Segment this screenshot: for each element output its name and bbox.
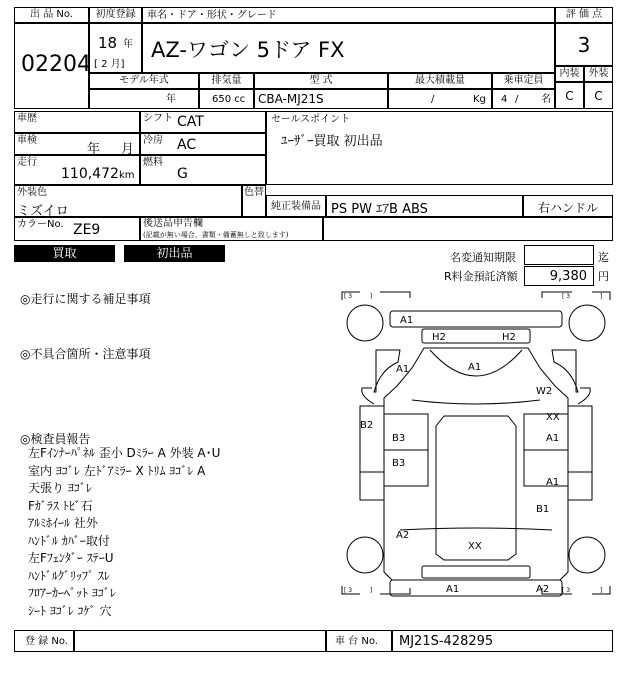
recolor-cell	[242, 185, 266, 217]
lot-label-cell	[14, 7, 89, 23]
model-year-value-cell	[89, 89, 199, 109]
driving-remarks-heading: ◎走行に関する補足事項	[20, 292, 151, 306]
history-cell	[14, 111, 140, 133]
first-reg-value-cell	[89, 23, 142, 73]
mark-front-h2-right: H2	[502, 332, 516, 343]
chassis-label: 車 台 No.	[335, 636, 378, 647]
type-value-cell	[254, 89, 388, 109]
color-no-value: ZE9	[73, 222, 101, 238]
capacity-slash: /	[515, 94, 519, 105]
handle-cell	[523, 195, 613, 217]
first-reg-label: 初度登録	[95, 9, 136, 20]
inspector-line: ﾊﾝﾄﾞﾙ ｶﾊﾞｰ取付	[28, 533, 110, 548]
capacity-label: 乗車定員	[503, 75, 544, 86]
model-year-unit: 年	[166, 94, 176, 105]
corner-bl-close: ]	[370, 587, 373, 594]
score-label: 評 価 点	[565, 9, 603, 20]
corner-tr-close: ]	[600, 293, 603, 300]
equipment-label: 純正装備品	[271, 201, 321, 212]
mark-roof-rear: XX	[468, 541, 482, 552]
handle-value: 右ハンドル	[538, 201, 599, 215]
interior-label: 内装	[559, 68, 580, 79]
ac-cell	[140, 133, 266, 155]
name-change-value-box	[524, 245, 594, 265]
capacity-label-cell	[492, 73, 555, 89]
corner-br-close: ]	[600, 587, 603, 594]
type-label-cell	[254, 73, 388, 89]
aftermarket-value-cell	[323, 217, 613, 241]
max-load-slash: /	[431, 94, 435, 105]
mark-left-rear-door: B3	[392, 458, 406, 469]
inspector-line: 左Fｲﾝﾅｰﾊﾟﾈﾙ 歪小 Dﾐﾗｰ A 外装 A･U	[28, 446, 221, 460]
history-label: 車歴	[17, 113, 37, 124]
fuel-cell	[140, 155, 266, 185]
exterior-grade-cell	[584, 82, 613, 109]
aftermarket-label: 後送品申告欄	[143, 218, 203, 229]
sales-point-label: セールスポイント	[271, 114, 351, 125]
recycle-label: R料金預託済額	[444, 270, 518, 283]
car-diagram	[340, 290, 612, 624]
inspector-line: Fｶﾞﾗｽ ﾄﾋﾞ石	[28, 498, 93, 513]
mark-hood: A1	[468, 362, 482, 373]
score-value: 3	[577, 33, 591, 57]
first-reg-year: 18	[98, 34, 118, 52]
mark-left-front-door: B3	[392, 433, 406, 444]
name-label: 車名・ドア・形状・グレード	[147, 10, 277, 21]
tag-kaitori-label: 買取	[52, 246, 77, 260]
inspector-line: 天張り ﾖｺﾞﾚ	[28, 481, 92, 495]
mark-right-fender: W2	[536, 386, 553, 397]
corner-tl-close: ]	[370, 293, 373, 300]
mileage-unit: km	[119, 170, 135, 181]
interior-grade-cell	[555, 82, 584, 109]
ac-label: 冷房	[143, 135, 163, 146]
inspector-line: 左Fﾌｪﾝﾀﾞｰ ｽﾃｰU	[28, 551, 114, 565]
mark-left-quarter: A2	[396, 530, 410, 541]
mark-right-quarter: B1	[536, 504, 550, 515]
mileage-cell	[14, 155, 140, 185]
inspector-lines	[28, 445, 328, 620]
aftermarket-note: (記載が無い場合、書類・備蓄無しと致します)	[143, 231, 289, 239]
mark-front-bumper: A1	[400, 315, 414, 326]
lot-number-cell	[14, 23, 89, 109]
inspector-line: ﾌﾛｱｰｶｰﾍﾟｯﾄ ﾖｺﾞﾚ	[28, 586, 116, 600]
tag-kaitori	[14, 245, 115, 262]
interior-grade: C	[565, 89, 574, 103]
lot-number: 02204	[21, 52, 91, 77]
corner-br-open: [ 3	[562, 587, 571, 594]
shaken-label: 車検	[17, 135, 37, 146]
mark-right-rear-door: A1	[546, 477, 560, 488]
name-change-label: 名変通知期限	[450, 251, 516, 264]
ac-value: AC	[177, 137, 197, 153]
capacity-unit: 名	[541, 94, 551, 105]
tag-hatsu-shuppin-label: 初出品	[156, 246, 193, 260]
model-year-label-cell	[89, 73, 199, 89]
color-value: ミズイロ	[17, 204, 69, 219]
shaken-month-unit: 月	[121, 142, 135, 157]
mileage-label: 走行	[17, 157, 37, 168]
chassis-value: MJ21S-428295	[399, 634, 494, 649]
shift-label: シフト	[143, 113, 173, 124]
color-no-label: カラーNo.	[17, 219, 64, 230]
mark-rear-bumper-a: A1	[446, 584, 460, 595]
shift-value: CAT	[177, 114, 204, 130]
mark-left-fender: A1	[396, 364, 410, 375]
inspector-line: ﾊﾝﾄﾞﾙｸﾞﾘｯﾌﾟ ｽﾚ	[28, 568, 110, 583]
max-load-label: 最大積載量	[415, 75, 465, 86]
car-name: AZ-ワゴン 5ドア FX	[151, 38, 345, 62]
corner-tl-open: [ 3	[344, 293, 353, 300]
mark-left-back: B2	[360, 420, 374, 431]
capacity-value: 4	[501, 94, 508, 105]
score-label-cell	[555, 7, 613, 23]
capacity-value-cell	[492, 89, 555, 109]
lot-label: 出 品 No.	[30, 9, 73, 20]
inspector-line: 室内 ﾖｺﾞﾚ 左ﾄﾞｱﾐﾗｰ X ﾄﾘﾑ ﾖｺﾞﾚ A	[28, 463, 206, 478]
reg-no-value-cell	[74, 630, 326, 652]
type-label: 型 式	[309, 75, 333, 86]
recycle-unit: 円	[598, 270, 609, 283]
sales-point-value: ﾕｰｻﾞｰ買取 初出品	[281, 134, 383, 149]
mark-front-h2-left: H2	[432, 332, 446, 343]
recycle-amount: 9,380	[549, 269, 587, 284]
first-reg-label-cell	[89, 7, 142, 23]
chassis-value-cell	[392, 630, 613, 652]
mark-right-front-door-b: A1	[546, 433, 560, 444]
reg-no-label: 登 録 No.	[25, 636, 68, 647]
defects-heading: ◎不具合箇所・注意事項	[20, 347, 151, 361]
first-reg-month: [ 2 月]	[94, 59, 125, 70]
model-year-label: モデル年式	[119, 75, 169, 86]
type-value: CBA-MJ21S	[258, 92, 324, 106]
mark-rear-bumper-b: A2	[536, 584, 550, 595]
mileage-value: 110,472	[61, 166, 119, 182]
color-cell	[14, 185, 242, 217]
corner-tr-open: [ 3	[562, 293, 571, 300]
recolor-label: 色替	[244, 187, 264, 198]
max-load-value-cell	[388, 89, 492, 109]
color-label: 外装色	[17, 187, 47, 198]
car-name-cell	[142, 23, 555, 73]
recycle-value-box	[524, 266, 594, 286]
exterior-label-cell	[584, 66, 613, 82]
shaken-year-unit: 年	[87, 142, 101, 157]
aftermarket-cell	[140, 217, 323, 241]
sales-point-cell	[266, 111, 613, 185]
max-load-unit: Kg	[473, 94, 486, 105]
exterior-grade: C	[594, 89, 603, 103]
shift-cell	[140, 111, 266, 133]
shaken-cell	[14, 133, 140, 155]
tag-hatsu-shuppin	[124, 245, 225, 262]
displacement-value: 650 cc	[212, 94, 246, 105]
name-change-unit: 迄	[598, 251, 609, 264]
fuel-label: 燃料	[143, 157, 163, 168]
displacement-label: 排気量	[211, 75, 242, 86]
inspector-heading: ◎検査員報告	[20, 432, 91, 446]
displacement-label-cell	[199, 73, 254, 89]
max-load-label-cell	[388, 73, 492, 89]
interior-label-cell	[555, 66, 584, 82]
inspector-line: ｱﾙﾐﾎｲｰﾙ 社外	[28, 516, 98, 530]
score-value-cell	[555, 23, 613, 66]
color-no-cell	[14, 217, 140, 241]
equipment-value-cell	[326, 195, 523, 217]
corner-bl-open: [ 3	[344, 587, 353, 594]
fuel-value: G	[177, 166, 188, 182]
exterior-label: 外装	[588, 68, 609, 79]
equipment-value: PS PW ｴｱB ABS	[331, 202, 428, 217]
displacement-value-cell	[199, 89, 254, 109]
first-reg-year-unit: 年	[123, 39, 133, 50]
mark-right-front-door-a: XX	[546, 412, 560, 423]
reg-no-label-cell	[14, 630, 74, 652]
inspector-line: ｼｰﾄ ﾖｺﾞﾚ ｺｹﾞ 穴	[28, 603, 112, 618]
equipment-label-cell	[266, 195, 326, 217]
chassis-label-cell	[326, 630, 392, 652]
name-label-cell	[142, 7, 555, 23]
